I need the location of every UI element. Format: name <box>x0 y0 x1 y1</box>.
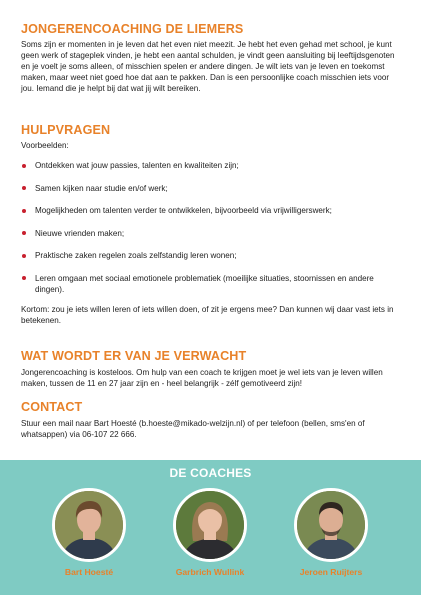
contact-section <box>21 400 381 440</box>
coach-portrait-icon <box>55 491 123 559</box>
coach-name: Jeroen Ruijters <box>299 567 363 577</box>
list-item-text: Leren omgaan met sociaal emotionele problematiek (moeilijke situaties, stoornissen en andere dingen). <box>35 273 374 294</box>
intro-title: JONGERENCOACHING DE LIEMERS <box>21 22 244 36</box>
coach-card-bart <box>34 488 144 577</box>
help-list <box>21 160 399 295</box>
help-title: HULPVRAGEN <box>21 123 111 137</box>
list-item <box>21 228 396 239</box>
expectations-text: Jongerencoaching is kosteloos. Om hulp van een coach te krijgen moet je wel iets van je leven willen maken, tussen de 11 en 27 jaar zijn en - heel belangrijk - zélf gemotiveerd zijn! <box>21 368 383 388</box>
contact-title: CONTACT <box>21 400 83 414</box>
help-outro: Kortom: zou je iets willen leren of iets willen doen, of zit je ergens mee? Dan kunnen wij daar vast iets in betekenen. <box>21 305 394 325</box>
expectations-section <box>21 349 401 389</box>
list-item-text: Praktische zaken regelen zoals zelfstandig leren wonen; <box>35 251 237 260</box>
avatar <box>173 488 247 562</box>
coach-portrait-icon <box>176 491 244 559</box>
bullet-icon <box>22 209 26 213</box>
list-item-text: Ontdekken wat jouw passies, talenten en kwaliteiten zijn; <box>35 161 239 170</box>
list-item-text: Nieuwe vrienden maken; <box>35 228 125 238</box>
bullet-icon <box>22 254 26 258</box>
coach-card-garbrich <box>155 488 265 577</box>
coach-name: Bart Hoesté <box>64 567 114 577</box>
bullet-icon <box>22 276 26 280</box>
list-item <box>21 250 396 261</box>
list-item <box>21 183 396 194</box>
list-item-text: Samen kijken naar studie en/of werk; <box>35 183 168 193</box>
contact-text: Stuur een mail naar Bart Hoesté (b.hoeste@mikado-welzijn.nl) of per telefoon (bellen, sms'en of whatsappen) via 06-107 22 666. <box>21 419 365 439</box>
bullet-icon <box>22 164 26 168</box>
intro-section <box>21 22 399 94</box>
coach-card-jeroen <box>276 488 386 577</box>
coach-name: Garbrich Wullink <box>175 567 245 577</box>
list-item <box>21 205 396 216</box>
avatar <box>294 488 368 562</box>
help-section <box>21 123 399 326</box>
coaches-band <box>0 460 421 595</box>
bullet-icon <box>22 231 26 235</box>
list-item-text: Mogelijkheden om talenten verder te ontwikkelen, bijvoorbeeld via vrijwilligerswerk; <box>35 206 332 215</box>
avatar <box>52 488 126 562</box>
coaches-title: DE COACHES <box>169 466 252 480</box>
help-lead: Voorbeelden: <box>21 141 69 150</box>
expectations-title: WAT WORDT ER VAN JE VERWACHT <box>21 349 247 363</box>
intro-text: Soms zijn er momenten in je leven dat het even niet meezit. Je hebt het even gehad met school, je kunt geen werk of stageplek vinden, je hebt een aantal schulden, je vindt geen aansluiting bij leeftijdsgenoten en je voelt je soms alleen, of misschien spelen er andere dingen. Je wilt iets van je leven en toekomst maken, maar weet niet goed hoe dat aan te pakken. Dan is een persoonlijke coach misschien iets voor jou. Iemand die je helpt bij dat wat jij wilt bereiken. <box>21 40 395 93</box>
bullet-icon <box>22 186 26 190</box>
list-item <box>21 160 396 171</box>
coach-portrait-icon <box>297 491 365 559</box>
list-item <box>21 273 396 295</box>
